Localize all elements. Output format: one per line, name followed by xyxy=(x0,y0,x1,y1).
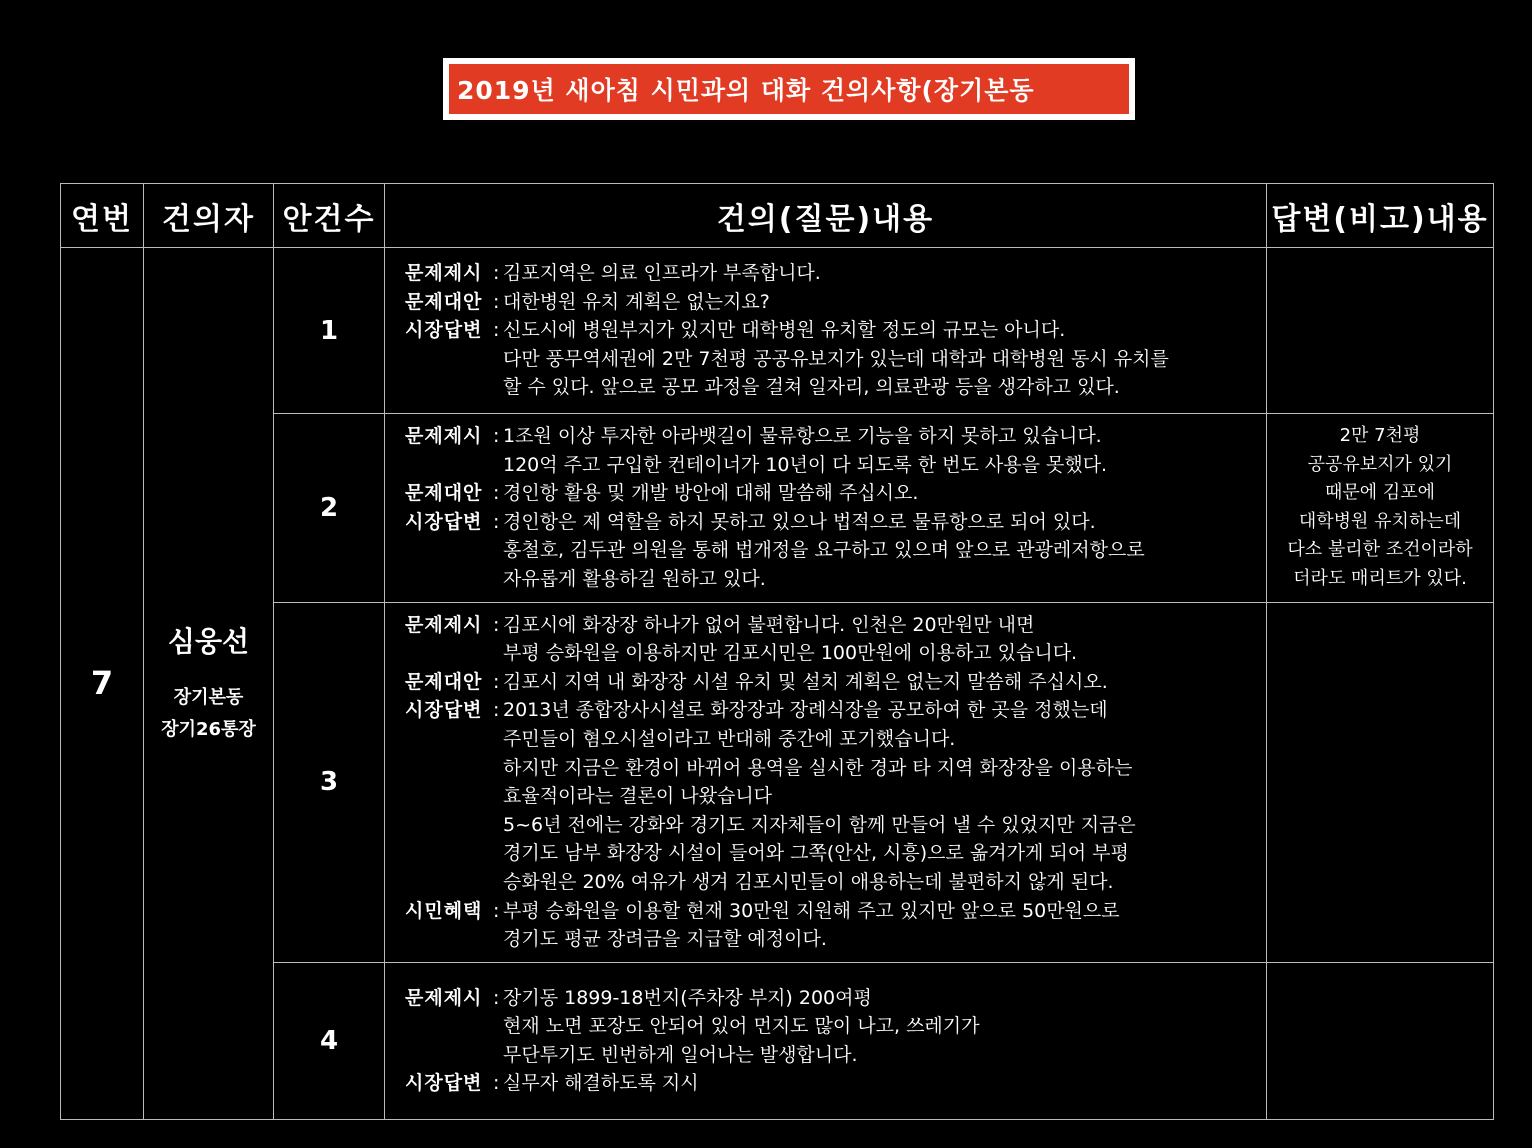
content-line-continued: 부평 승화원을 이용하지만 김포시민은 100만원에 이용하고 있습니다. xyxy=(503,642,1078,665)
remark-line: 공공유보지가 있기 xyxy=(1307,453,1453,475)
label-colon: : xyxy=(493,613,500,636)
item-remark xyxy=(1267,962,1494,1119)
line-label: 문제대안 xyxy=(405,482,483,505)
item-number: 3 xyxy=(274,602,385,962)
line-text: 2013년 종합장사시설로 화장장과 장례식장을 공모하여 한 곳을 정했는데 xyxy=(503,699,1108,722)
line-text: 대한병원 유치 계획은 없는지요? xyxy=(503,290,770,313)
content-line-continued: 효율적이라는 결론이 나왔습니다 xyxy=(503,785,773,808)
line-label: 문제제시 xyxy=(405,425,483,447)
content-line xyxy=(405,668,1258,697)
proposer-tong: 장기26통장 xyxy=(161,719,256,741)
table-row xyxy=(61,962,1494,1119)
title-banner xyxy=(443,58,1135,120)
line-text: 김포시에 화장장 하나가 없어 불편합니다. 인천은 20만원만 내면 xyxy=(503,613,1035,636)
content-line xyxy=(405,259,1258,288)
content-line-continued: 자유롭게 활용하길 원하고 있다. xyxy=(503,567,766,590)
item-remark xyxy=(1267,248,1494,414)
line-label: 문제제시 xyxy=(405,986,483,1009)
line-text: 1조원 이상 투자한 아라뱃길이 물류항으로 기능을 하지 못하고 있습니다. xyxy=(503,425,1102,447)
content-line-continued: 하지만 지금은 환경이 바뀌어 용역을 실시한 경과 타 지역 화장장을 이용하는 xyxy=(503,756,1133,779)
label-colon: : xyxy=(493,510,500,533)
content-line xyxy=(405,422,1258,451)
line-text: 부평 승화원을 이용할 현재 30만원 지원해 주고 있지만 앞으로 50만원으로 xyxy=(503,899,1120,922)
remark-line: 다소 불리한 조건이라하 xyxy=(1287,539,1473,561)
label-colon: : xyxy=(493,899,500,922)
content-line xyxy=(405,508,1258,537)
item-content xyxy=(385,414,1267,603)
content-line-continued: 승화원은 20% 여유가 생겨 김포시민들이 애용하는데 불편하지 않게 된다. xyxy=(503,870,1114,893)
content-line xyxy=(405,316,1258,345)
content-line-continued: 경기도 평균 장려금을 지급할 예정이다. xyxy=(503,928,827,951)
item-remark xyxy=(1267,414,1494,603)
label-colon: : xyxy=(493,290,500,313)
line-label: 문제제시 xyxy=(405,262,483,285)
line-text: 김포시 지역 내 화장장 시설 유치 및 설치 계획은 없는지 말씀해 주십시오. xyxy=(503,670,1108,693)
content-line-continued: 다만 풍무역세권에 2만 7천평 공공유보지가 있는데 대학과 대학병원 동시 유치를 xyxy=(503,347,1169,370)
content-line xyxy=(405,611,1258,640)
header-no: 연번 xyxy=(61,184,144,248)
line-label: 문제제시 xyxy=(405,613,483,636)
page-title: 2019년 새아침 시민과의 대화 건의사항(장기본동 xyxy=(449,64,1129,114)
line-text: 신도시에 병원부지가 있지만 대학병원 유치할 정도의 규모는 아니다. xyxy=(503,319,1066,342)
label-colon: : xyxy=(493,262,500,285)
label-colon: : xyxy=(493,425,500,447)
content-line-continued: 경기도 남부 화장장 시설이 들어와 그쪽(안산, 시흥)으로 옮겨가게 되어 부평 xyxy=(503,842,1129,865)
item-number: 4 xyxy=(274,962,385,1119)
line-label: 시장답변 xyxy=(405,510,483,533)
line-label: 시장답변 xyxy=(405,319,483,342)
remark-line: 더라도 매리트가 있다. xyxy=(1293,567,1467,589)
table-row xyxy=(61,602,1494,962)
header-proposer: 건의자 xyxy=(144,184,274,248)
header-content: 건의(질문)내용 xyxy=(385,184,1267,248)
content-line xyxy=(405,897,1258,926)
line-label: 시장답변 xyxy=(405,699,483,722)
content-line xyxy=(405,696,1258,725)
header-answer: 답변(비고)내용 xyxy=(1267,184,1494,248)
content-line-continued: 현재 노면 포장도 안되어 있어 먼지도 많이 나고, 쓰레기가 xyxy=(503,1015,980,1038)
proposal-table xyxy=(60,183,1494,1120)
line-text: 경인항은 제 역할을 하지 못하고 있으나 법적으로 물류항으로 되어 있다. xyxy=(503,510,1096,533)
item-content xyxy=(385,602,1267,962)
line-text: 김포지역은 의료 인프라가 부족합니다. xyxy=(503,262,821,285)
content-line-continued: 주민들이 혐오시설이라고 반대해 중간에 포기했습니다. xyxy=(503,727,956,750)
content-line-continued: 120억 주고 구입한 컨테이너가 10년이 다 되도록 한 번도 사용을 못했다. xyxy=(503,453,1108,476)
table-row xyxy=(61,414,1494,603)
remark-line: 때문에 김포에 xyxy=(1324,482,1436,504)
label-colon: : xyxy=(493,319,500,342)
label-colon: : xyxy=(493,986,500,1009)
label-colon: : xyxy=(493,1072,500,1095)
line-text: 실무자 해결하도록 지시 xyxy=(503,1072,699,1095)
line-label: 문제대안 xyxy=(405,290,483,313)
line-label: 시민혜택 xyxy=(405,899,483,922)
proposer-name: 심웅선 xyxy=(167,625,250,659)
line-text: 경인항 활용 및 개발 방안에 대해 말씀해 주십시오. xyxy=(503,482,919,505)
proposer-dong: 장기본동 xyxy=(173,687,244,709)
remark-line: 2만 7천평 xyxy=(1339,425,1421,446)
item-remark xyxy=(1267,602,1494,962)
line-label: 시장답변 xyxy=(405,1072,483,1095)
item-content xyxy=(385,248,1267,414)
line-label: 문제대안 xyxy=(405,670,483,693)
content-line xyxy=(405,479,1258,508)
content-line-continued: 5~6년 전에는 강화와 경기도 지자체들이 함께 만들어 낼 수 있었지만 지금은 xyxy=(503,813,1136,836)
content-line-continued: 할 수 있다. 앞으로 공모 과정을 걸쳐 일자리, 의료관광 등을 생각하고 있다. xyxy=(503,376,1120,399)
header-count: 안건수 xyxy=(274,184,385,248)
label-colon: : xyxy=(493,482,500,505)
table-row xyxy=(61,248,1494,414)
content-line xyxy=(405,984,1258,1013)
row-number: 7 xyxy=(61,248,144,1120)
content-line xyxy=(405,1069,1258,1098)
item-number: 2 xyxy=(274,414,385,603)
label-colon: : xyxy=(493,670,500,693)
line-text: 장기동 1899-18번지(주차장 부지) 200여평 xyxy=(503,986,872,1009)
remark-line: 대학병원 유치하는데 xyxy=(1298,510,1462,532)
content-line xyxy=(405,288,1258,317)
proposer-cell xyxy=(144,248,274,1120)
label-colon: : xyxy=(493,699,500,722)
header-row xyxy=(61,184,1494,248)
item-content xyxy=(385,962,1267,1119)
content-line-continued: 무단투기도 빈번하게 일어나는 발생합니다. xyxy=(503,1043,858,1066)
content-line-continued: 홍철호, 김두관 의원을 통해 법개정을 요구하고 있으며 앞으로 관광레저항으로 xyxy=(503,539,1145,562)
item-number: 1 xyxy=(274,248,385,414)
